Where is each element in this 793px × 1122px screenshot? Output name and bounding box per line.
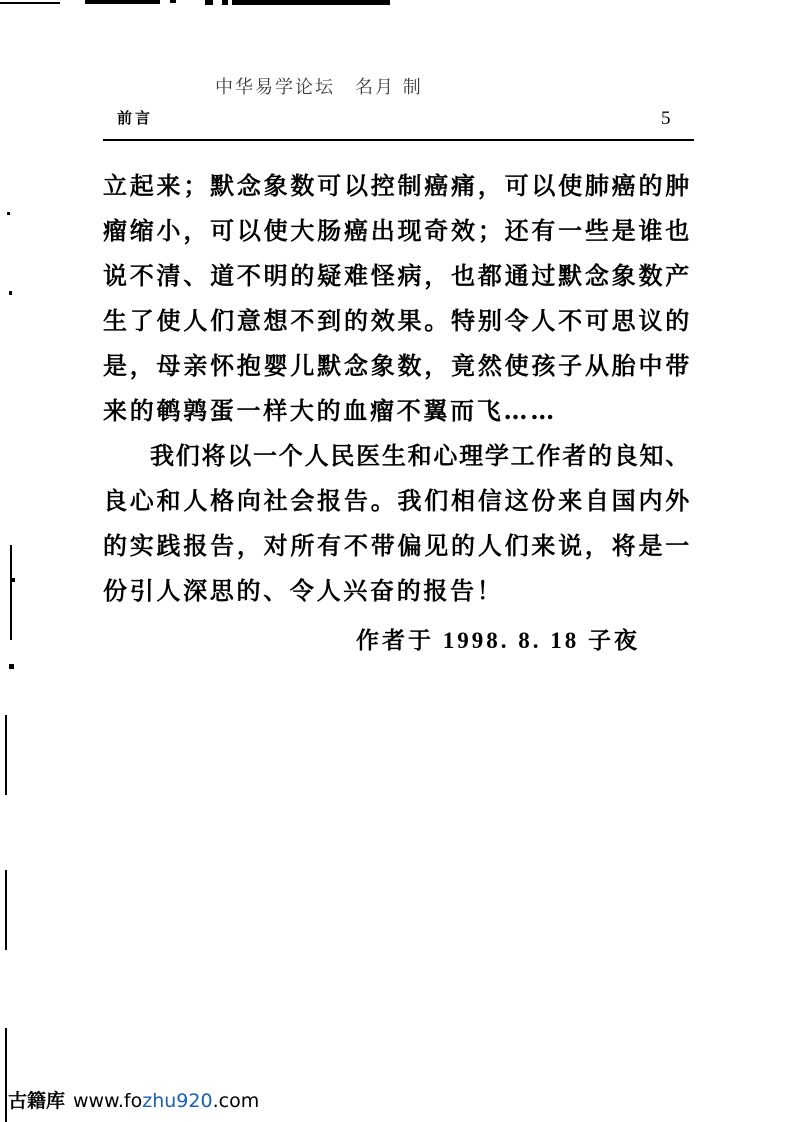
section-title: 前言 [117,109,154,127]
text-line: 瘤缩小，可以使大肠癌出现奇效；还有一些是谁也 [103,216,692,245]
footer-watermark [8,1088,259,1114]
scan-artifact [10,545,12,640]
top-credit-watermark: 中华易学论坛 名月 制 [215,77,423,98]
page-number: 5 [661,108,671,129]
text-line: 生了使人们意想不到的效果。特别令人不可思议的 [103,306,692,335]
watermark-url-highlight: zhu920 [142,1090,213,1112]
text-line: 我们将以一个人民医生和心理学工作者的良知、 [150,441,691,470]
scan-artifact [9,291,12,295]
scan-artifact [5,870,7,950]
header-rule [103,139,694,141]
watermark-site-name: 古籍库 [8,1090,66,1112]
scan-artifact [0,2,60,4]
text-line: 良心和人格向社会报告。我们相信这份来自国内外 [103,486,692,515]
scan-artifact [5,1028,7,1122]
text-line: 是，母亲怀抱婴儿默念象数，竟然使孩子从胎中带 [103,351,692,380]
scan-artifact [222,0,228,5]
watermark-url-suffix: .com [212,1090,260,1112]
scan-artifact [9,664,14,669]
scan-artifact [205,0,213,5]
text-line: 来的鹌鹑蛋一样大的血瘤不翼而飞…… [103,396,557,425]
scan-artifact [232,0,390,5]
text-line: 立起来；默念象数可以控制癌痛，可以使肺癌的肿 [103,171,692,200]
scan-artifact [5,715,7,795]
scan-artifact [85,0,160,4]
text-line: 说不清、道不明的疑难怪病，也都通过默念象数产 [103,261,692,290]
scan-artifact [7,212,10,215]
text-line: 的实践报告，对所有不带偏见的人们来说，将是一 [103,531,692,560]
signature-line: 作者于 1998. 8. 18 子夜 [356,628,640,653]
watermark-url-prefix: www.fo [73,1090,143,1112]
scan-artifact [12,578,15,582]
text-line: 份引人深思的、令人兴奋的报告！ [103,576,504,605]
scan-artifact [170,0,176,3]
